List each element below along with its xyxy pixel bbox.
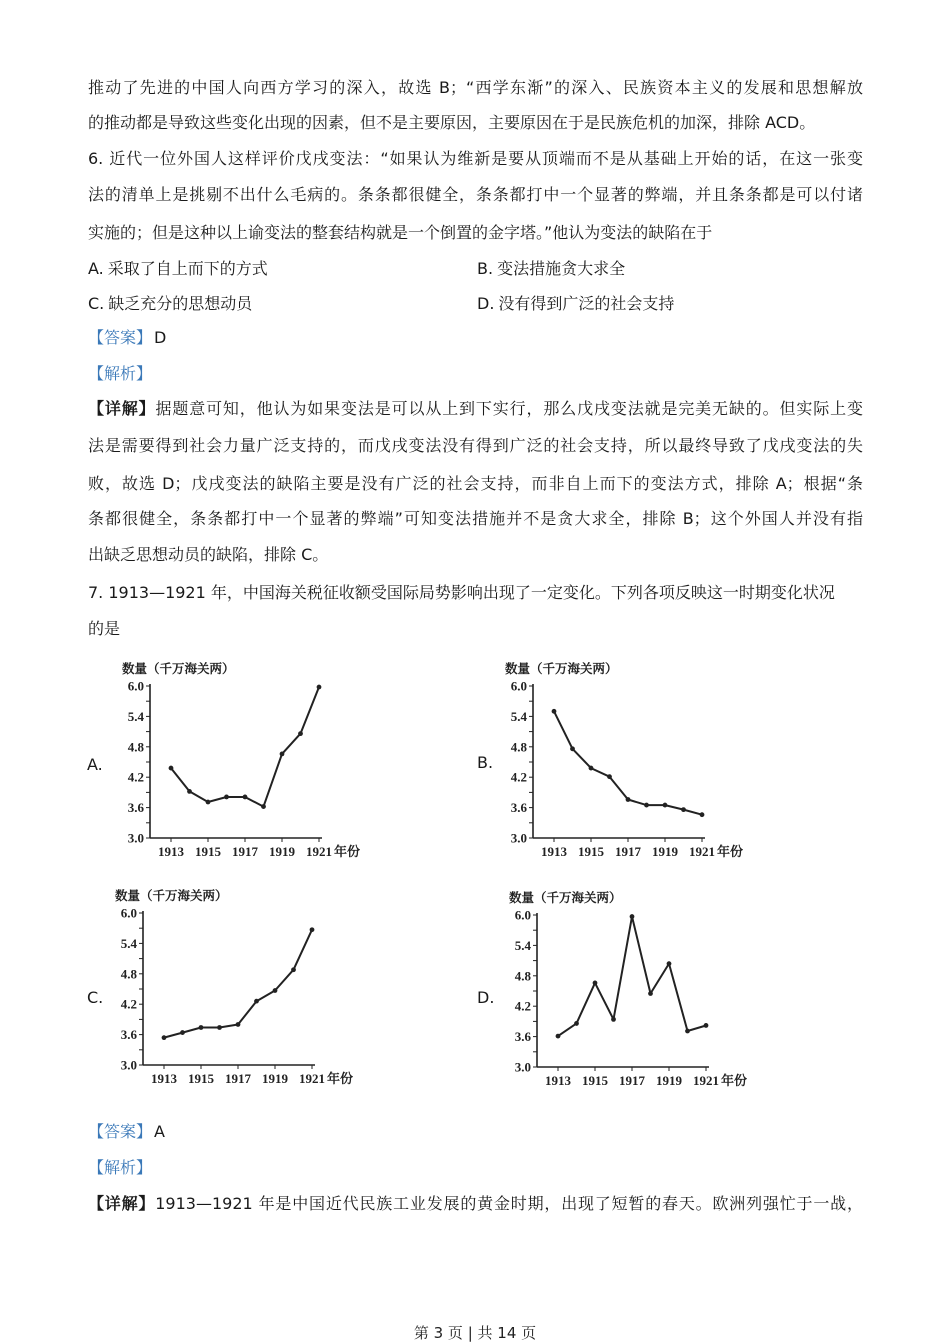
- y-tick-label: 3.0: [514, 1059, 531, 1075]
- data-point: [273, 988, 278, 993]
- data-point: [626, 797, 631, 802]
- data-point: [217, 1025, 222, 1030]
- y-tick-label: 3.0: [120, 1057, 137, 1073]
- prev-explanation-line-1: 推动了先进的中国人向西方学习的深入，故选 B；“西学东渐”的深入、民族资本主义的发展和思想解放: [88, 78, 863, 97]
- data-point: [199, 1025, 204, 1030]
- x-tick-label: 1917: [232, 844, 258, 859]
- option-key: C.: [88, 294, 105, 313]
- y-tick-label: 5.4: [120, 935, 137, 951]
- q7-answer-row: [88, 1114, 863, 1149]
- y-tick-label: 4.2: [120, 996, 137, 1012]
- q6-stem-line-3: 实施的；但是这种以上谕变法的整套结构就是一个倒置的金字塔。”他认为变法的缺陷在于: [88, 223, 713, 242]
- answer-label: 【答案】: [88, 328, 153, 347]
- x-tick-label: 1919: [652, 844, 678, 859]
- x-tick-label: 1921: [693, 1073, 719, 1088]
- data-point: [667, 961, 672, 966]
- line-chart: [110, 658, 400, 868]
- y-tick-label: 4.8: [514, 968, 531, 984]
- option-text: 没有得到广泛的社会支持: [498, 294, 675, 313]
- data-point: [187, 789, 192, 794]
- y-tick-label: 6.0: [127, 678, 144, 694]
- x-axis-title: 年份: [717, 845, 744, 860]
- y-axis-title: 数量（千万海关两）: [509, 890, 622, 905]
- x-tick-label: 1913: [158, 844, 184, 859]
- y-tick-label: 4.8: [120, 966, 137, 982]
- data-point: [700, 812, 705, 817]
- option-text: 变法措施贪大求全: [497, 259, 626, 278]
- q6-stem-line-1: 6. 近代一位外国人这样评价戊戌变法：“如果认为维新是要从顶端而不是从基础上开始的话，在这一张变: [88, 149, 863, 168]
- data-point: [556, 1034, 561, 1039]
- x-tick-label: 1919: [656, 1073, 682, 1088]
- q6-detail-line-5: 出缺乏思想动员的缺陷，排除 C。: [88, 545, 329, 564]
- x-axis-title: 年份: [721, 1074, 748, 1089]
- q7-detail-line-1: [88, 1186, 863, 1221]
- detail-label: 【详解】: [88, 399, 156, 418]
- data-point: [685, 1029, 690, 1034]
- data-point: [206, 800, 211, 805]
- q6-option-c: [88, 286, 252, 321]
- data-point: [644, 803, 649, 808]
- data-point: [298, 731, 303, 736]
- data-point: [570, 746, 575, 751]
- answer-label: 【答案】: [88, 1122, 153, 1141]
- q6-option-a: [88, 251, 268, 286]
- data-point: [243, 795, 248, 800]
- data-point: [589, 766, 594, 771]
- option-key: B.: [477, 259, 494, 278]
- x-tick-label: 1917: [225, 1071, 251, 1086]
- data-point: [291, 967, 296, 972]
- x-tick-label: 1917: [619, 1073, 645, 1088]
- q6-analysis-row: [88, 356, 863, 391]
- x-tick-label: 1915: [582, 1073, 608, 1088]
- answer-value: A: [154, 1122, 165, 1141]
- q7-option-c-chart: [103, 885, 393, 1095]
- y-tick-label: 3.6: [510, 800, 527, 816]
- y-tick-label: 3.6: [120, 1027, 137, 1043]
- q7-option-b-chart: [493, 658, 783, 868]
- q7-option-c-label: C.: [87, 988, 104, 1007]
- detail-label: 【详解】: [88, 1194, 156, 1213]
- x-tick-label: 1915: [578, 844, 604, 859]
- q6-detail-line-2: 法是需要得到社会力量广泛支持的，而戊戌变法没有得到广泛的社会支持，所以最终导致了戊戌变法的失: [88, 436, 863, 455]
- q6-detail-line-1: [88, 391, 863, 426]
- data-point: [169, 766, 174, 771]
- q7-option-d-chart: [497, 887, 787, 1097]
- data-point: [648, 991, 653, 996]
- data-point: [607, 774, 612, 779]
- y-tick-label: 6.0: [120, 905, 137, 921]
- q7-stem-line-1: 7. 1913—1921 年，中国海关税征收额受国际局势影响出现了一定变化。下列各项反映这一时期变化状况: [88, 583, 835, 602]
- data-point: [224, 795, 229, 800]
- y-tick-label: 4.2: [510, 769, 527, 785]
- x-tick-label: 1919: [269, 844, 295, 859]
- data-line: [164, 930, 312, 1038]
- data-point: [611, 1017, 616, 1022]
- y-axis-title: 数量（千万海关两）: [115, 888, 228, 903]
- y-axis-title: 数量（千万海关两）: [122, 661, 235, 676]
- q6-detail-line-4: 条都很健全，条条都打中一个显著的弊端”可知变法措施并不是贪大求全，排除 B；这个外国人并没有指: [88, 509, 863, 528]
- x-axis-title: 年份: [334, 845, 361, 860]
- q6-option-d: [477, 286, 674, 321]
- prev-explanation-line-2: 的推动都是导致这些变化出现的因素，但不是主要原因，主要原因在于是民族危机的加深，排除 ACD。: [88, 113, 816, 132]
- detail-text: 1913—1921 年是中国近代民族工业发展的黄金时期，出现了短暂的春天。欧洲列强忙于一战，: [155, 1194, 863, 1213]
- x-tick-label: 1913: [545, 1073, 571, 1088]
- answer-value: D: [154, 328, 167, 347]
- y-tick-label: 5.4: [514, 937, 531, 953]
- q6-detail-line-3: 败，故选 D；戊戌变法的缺陷主要是没有广泛的社会支持，而非自上而下的变法方式，排除 A；根据“条: [88, 474, 863, 493]
- x-tick-label: 1915: [195, 844, 221, 859]
- x-tick-label: 1921: [299, 1071, 325, 1086]
- data-point: [310, 927, 315, 932]
- q6-answer-row: [88, 320, 863, 355]
- q7-option-a-chart: [110, 658, 400, 868]
- option-text: 采取了自上而下的方式: [107, 259, 268, 278]
- y-tick-label: 5.4: [127, 708, 144, 724]
- y-tick-label: 4.8: [127, 739, 144, 755]
- q6-option-b: [477, 251, 625, 286]
- detail-text: 据题意可知，他认为如果变法是可以从上到下实行，那么戊戌变法就是完美无缺的。但实际上变: [155, 399, 863, 418]
- x-tick-label: 1921: [306, 844, 332, 859]
- data-point: [681, 807, 686, 812]
- q7-stem-line-2: 的是: [88, 619, 121, 638]
- option-text: 缺乏充分的思想动员: [108, 294, 253, 313]
- x-tick-label: 1921: [689, 844, 715, 859]
- x-tick-label: 1913: [541, 844, 567, 859]
- y-tick-label: 3.0: [510, 830, 527, 846]
- x-tick-label: 1913: [151, 1071, 177, 1086]
- analysis-label: 【解析】: [88, 1158, 153, 1177]
- data-point: [180, 1030, 185, 1035]
- data-point: [630, 914, 635, 919]
- q7-option-b-label: B.: [477, 753, 494, 772]
- data-point: [254, 999, 259, 1004]
- y-tick-label: 6.0: [510, 678, 527, 694]
- q7-analysis-row: [88, 1150, 863, 1185]
- x-axis-title: 年份: [327, 1072, 354, 1087]
- data-point: [236, 1022, 241, 1027]
- data-point: [574, 1021, 579, 1026]
- option-key: D.: [477, 294, 495, 313]
- x-tick-label: 1917: [615, 844, 641, 859]
- data-point: [704, 1023, 709, 1028]
- y-tick-label: 6.0: [514, 907, 531, 923]
- y-tick-label: 3.0: [127, 830, 144, 846]
- y-axis-title: 数量（千万海关两）: [505, 661, 618, 676]
- x-tick-label: 1919: [262, 1071, 288, 1086]
- line-chart: [103, 885, 393, 1095]
- y-tick-label: 4.8: [510, 739, 527, 755]
- y-tick-label: 4.2: [514, 998, 531, 1014]
- x-tick-label: 1915: [188, 1071, 214, 1086]
- q6-stem-line-2: 法的清单上是挑剔不出什么毛病的。条条都很健全，条条都打中一个显著的弊端，并且条条都是可以付诸: [88, 185, 863, 204]
- option-key: A.: [88, 259, 104, 278]
- q7-option-a-label: A.: [87, 755, 103, 774]
- y-tick-label: 3.6: [127, 800, 144, 816]
- data-point: [280, 751, 285, 756]
- data-point: [162, 1035, 167, 1040]
- line-chart: [497, 887, 787, 1097]
- y-tick-label: 5.4: [510, 708, 527, 724]
- data-line: [171, 687, 319, 807]
- analysis-label: 【解析】: [88, 364, 153, 383]
- data-line: [558, 917, 706, 1037]
- page-number-footer: 第 3 页 | 共 14 页: [413, 1324, 537, 1342]
- y-tick-label: 4.2: [127, 769, 144, 785]
- data-point: [552, 709, 557, 714]
- line-chart: [493, 658, 783, 868]
- q7-option-d-label: D.: [477, 988, 495, 1007]
- y-tick-label: 3.6: [514, 1029, 531, 1045]
- data-point: [663, 803, 668, 808]
- data-point: [317, 685, 322, 690]
- data-point: [261, 804, 266, 809]
- data-point: [593, 980, 598, 985]
